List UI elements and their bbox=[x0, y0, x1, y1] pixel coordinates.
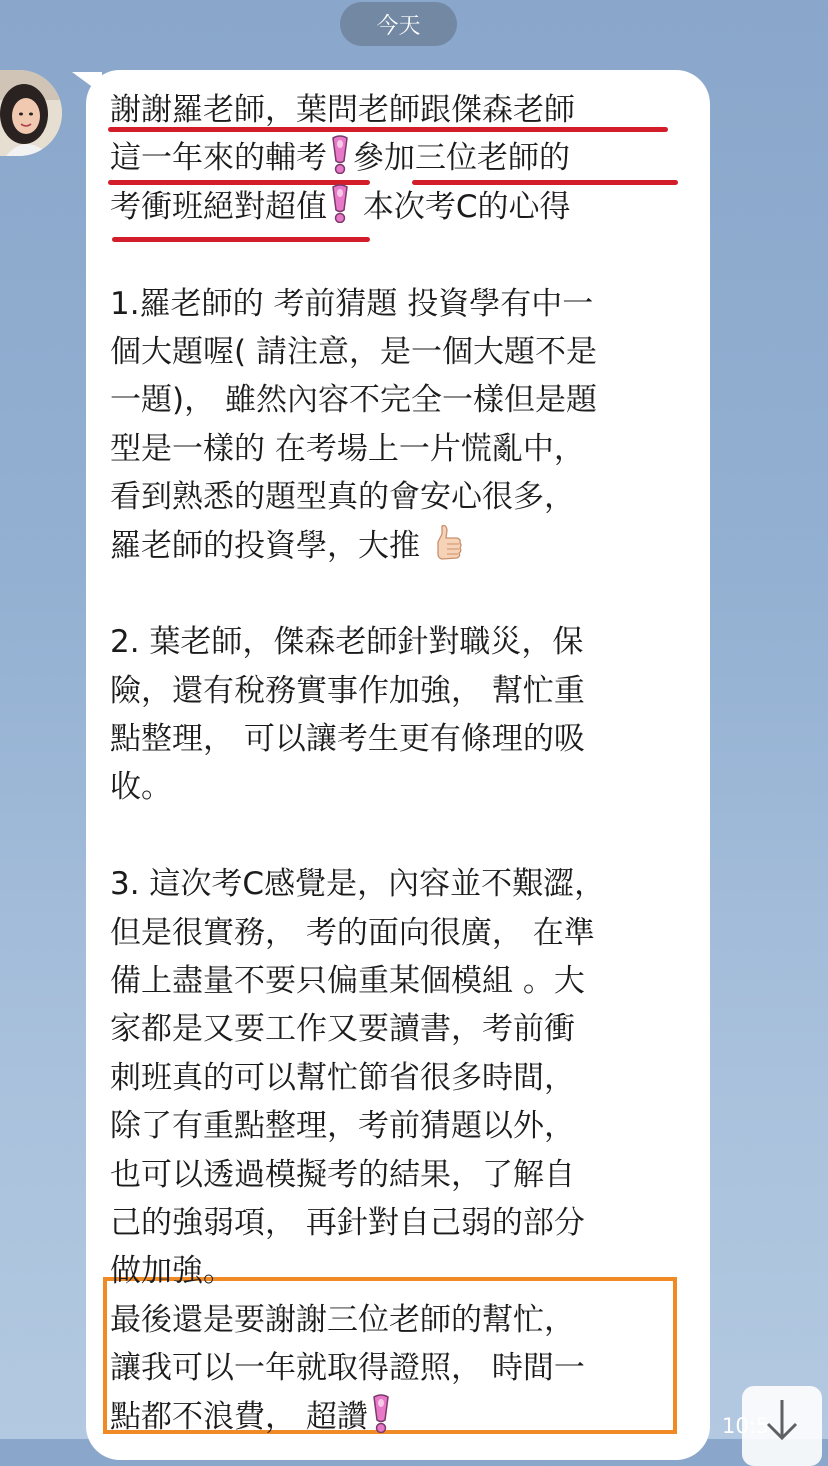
message-line-text: 刺班真的可以幫忙節省很多時間， bbox=[110, 1059, 575, 1096]
message-line-text: 考衝班絕對超值 bbox=[110, 188, 327, 225]
message-line bbox=[110, 1247, 690, 1295]
exclamation-icon bbox=[327, 134, 353, 174]
message-line-text: 本次考C的心得 bbox=[353, 188, 571, 225]
message-line-text: 3. 這次考C感覺是，內容並不艱澀， bbox=[110, 866, 606, 903]
message-line bbox=[110, 473, 690, 521]
message-line bbox=[110, 957, 690, 1005]
message-line-text: 個大題喔( 請注意，是一個大題不是 bbox=[110, 333, 597, 370]
message-line bbox=[110, 376, 690, 424]
message-line-text: 點整理， 可以讓考生更有條理的吸 bbox=[110, 721, 585, 758]
message-line bbox=[110, 812, 690, 860]
message-line bbox=[110, 715, 690, 763]
message-line-text: 一題)， 雖然內容不完全一樣但是題 bbox=[110, 382, 597, 419]
message-line-text: 參加三位老師的 bbox=[353, 140, 570, 177]
message-line bbox=[110, 570, 690, 618]
message-line bbox=[110, 231, 690, 279]
message-line bbox=[110, 134, 690, 182]
message-line-text: 這一年來的輔考 bbox=[110, 140, 327, 177]
message-line bbox=[110, 1102, 690, 1150]
message-line-text: 做加強。 bbox=[110, 1253, 234, 1290]
message-line-text: 1.羅老師的 考前猜題 投資學有中一 bbox=[110, 285, 594, 322]
message-line-text: 也可以透過模擬考的結果，了解自 bbox=[110, 1156, 575, 1193]
message-line bbox=[110, 618, 690, 666]
exclamation-icon bbox=[327, 183, 353, 223]
message-line bbox=[110, 328, 690, 376]
message-line bbox=[110, 280, 690, 328]
message-line bbox=[110, 1054, 690, 1102]
message-line-text: 險，還有稅務實事作加強， 幫忙重 bbox=[110, 672, 585, 709]
message-line-text: 備上盡量不要只偏重某個模組 。大 bbox=[110, 963, 585, 1000]
message-line bbox=[110, 1005, 690, 1053]
message-line-text: 家都是又要工作又要讀書，考前衝 bbox=[110, 1011, 575, 1048]
message-line-text: 型是一樣的 在考場上一片慌亂中， bbox=[110, 430, 585, 467]
message-line bbox=[110, 1296, 690, 1344]
message-time: 10:5 bbox=[722, 1414, 770, 1438]
message-line bbox=[110, 522, 690, 570]
exclamation-icon bbox=[368, 1393, 394, 1433]
message-line bbox=[110, 667, 690, 715]
message-text bbox=[110, 86, 690, 1441]
message-line bbox=[110, 1393, 690, 1441]
message-line-text: 羅老師的投資學，大推 bbox=[110, 527, 430, 564]
message-line bbox=[110, 909, 690, 957]
message-line-text: 2. 葉老師，傑森老師針對職災，保 bbox=[110, 624, 584, 661]
message-line-text: 讓我可以一年就取得證照， 時間一 bbox=[110, 1350, 585, 1387]
message-line bbox=[110, 1344, 690, 1392]
message-line bbox=[110, 1199, 690, 1247]
message-line-text: 最後還是要謝謝三位老師的幫忙， bbox=[110, 1301, 575, 1338]
message-line-text: 除了有重點整理，考前猜題以外， bbox=[110, 1108, 575, 1145]
sender-avatar[interactable] bbox=[0, 70, 62, 156]
thumbs-up-icon bbox=[430, 522, 464, 564]
message-line bbox=[110, 1151, 690, 1199]
message-line-text: 點都不浪費， 超讚 bbox=[110, 1398, 368, 1435]
date-separator: 今天 bbox=[340, 2, 457, 46]
message-line bbox=[110, 763, 690, 811]
message-line-text: 謝謝羅老師，葉問老師跟傑森老師 bbox=[110, 92, 575, 128]
message-line-text: 收。 bbox=[110, 769, 172, 806]
message-line bbox=[110, 425, 690, 473]
message-line-text: 但是很實務， 考的面向很廣， 在準 bbox=[110, 914, 595, 951]
message-line bbox=[110, 860, 690, 908]
message-line-text: 看到熟悉的題型真的會安心很多， bbox=[110, 479, 575, 516]
message-line-text: 己的強弱項， 再針對自己弱的部分 bbox=[110, 1204, 585, 1241]
message-line bbox=[110, 86, 690, 134]
message-line bbox=[110, 183, 690, 231]
